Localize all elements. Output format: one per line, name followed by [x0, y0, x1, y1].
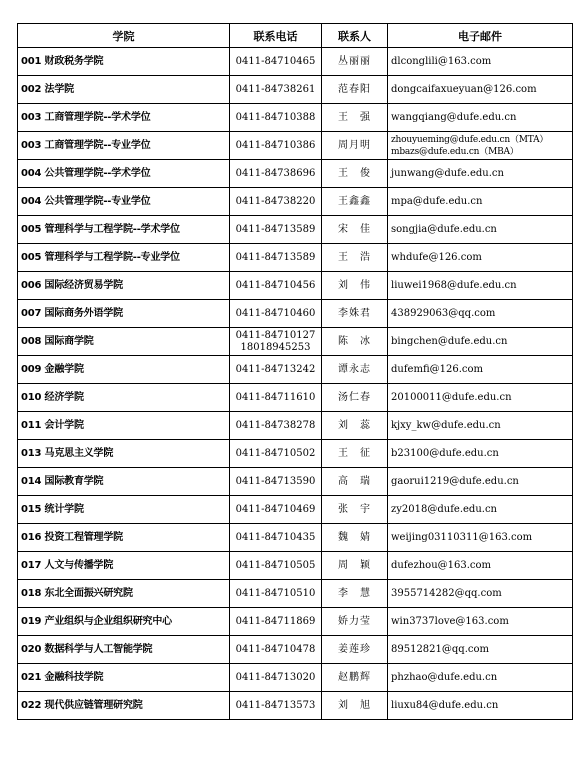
- college-name: 018 东北全面振兴研究院: [18, 580, 230, 608]
- email-cell: [388, 664, 573, 692]
- contact-person: 范春阳: [322, 76, 388, 104]
- college-name: 020 数据科学与人工智能学院: [18, 636, 230, 664]
- phone-number: 0411-84713242: [235, 363, 316, 375]
- phone-number: 0411-84713020: [235, 671, 316, 683]
- phone-number: 0411-84710127: [235, 329, 316, 341]
- phone-number: 0411-84710456: [235, 279, 316, 291]
- contact-person: 魏 婧: [322, 524, 388, 552]
- phone-number: 0411-84711610: [235, 391, 316, 403]
- table-row: [18, 468, 573, 496]
- table-row: [18, 356, 573, 384]
- email-cell: [388, 524, 573, 552]
- phone-cell: [230, 496, 322, 524]
- contact-person: 娇力莹: [322, 608, 388, 636]
- phone-cell: [230, 580, 322, 608]
- table-row: [18, 664, 573, 692]
- email-address[interactable]: whdufe@126.com: [391, 251, 482, 263]
- table-row: [18, 104, 573, 132]
- phone-cell: [230, 636, 322, 664]
- email-cell: [388, 132, 573, 160]
- phone-cell: [230, 132, 322, 160]
- header-email: 电子邮件: [388, 24, 573, 48]
- table-row: [18, 48, 573, 76]
- phone-number: 0411-84710460: [235, 307, 316, 319]
- college-name: 005 管理科学与工程学院--专业学位: [18, 244, 230, 272]
- email-cell: [388, 496, 573, 524]
- table-row: [18, 244, 573, 272]
- email-cell: [388, 692, 573, 720]
- email-address[interactable]: liuxu84@dufe.edu.cn: [391, 699, 499, 711]
- table-row: [18, 384, 573, 412]
- contact-person: 丛丽丽: [322, 48, 388, 76]
- contacts-table: [17, 23, 573, 720]
- college-name: 003 工商管理学院--专业学位: [18, 132, 230, 160]
- email-cell: [388, 608, 573, 636]
- table-header: [18, 24, 573, 48]
- contact-person: 王 俊: [322, 160, 388, 188]
- phone-number: 0411-84710465: [235, 55, 316, 67]
- email-cell: [388, 48, 573, 76]
- phone-cell: [230, 524, 322, 552]
- phone-number: 0411-84710435: [235, 531, 316, 543]
- phone-number: 0411-84710388: [235, 111, 316, 123]
- email-address[interactable]: mbazs@dufe.edu.cn（MBA）: [391, 146, 519, 157]
- phone-cell: [230, 272, 322, 300]
- header-college: 学院: [18, 24, 230, 48]
- college-name: 004 公共管理学院--学术学位: [18, 160, 230, 188]
- college-name: 005 管理科学与工程学院--学术学位: [18, 216, 230, 244]
- phone-cell: [230, 468, 322, 496]
- phone-cell: [230, 608, 322, 636]
- table-row: [18, 692, 573, 720]
- phone-cell: [230, 300, 322, 328]
- contact-person: 周月明: [322, 132, 388, 160]
- college-name: 002 法学院: [18, 76, 230, 104]
- college-name: 006 国际经济贸易学院: [18, 272, 230, 300]
- email-address[interactable]: 20100011@dufe.edu.cn: [391, 391, 512, 403]
- phone-cell: [230, 664, 322, 692]
- email-cell: [388, 328, 573, 356]
- college-name: 014 国际教育学院: [18, 468, 230, 496]
- header-row: [18, 24, 573, 48]
- table-row: [18, 440, 573, 468]
- college-name: 022 现代供应链管理研究院: [18, 692, 230, 720]
- contact-person: 李 慧: [322, 580, 388, 608]
- contact-person: 王 强: [322, 104, 388, 132]
- email-cell: [388, 580, 573, 608]
- email-cell: [388, 384, 573, 412]
- table-row: [18, 300, 573, 328]
- email-address[interactable]: junwang@dufe.edu.cn: [391, 167, 504, 179]
- header-phone: 联系电话: [230, 24, 322, 48]
- college-name: 009 金融学院: [18, 356, 230, 384]
- table-row: [18, 496, 573, 524]
- phone-cell: [230, 328, 322, 356]
- table-row: [18, 524, 573, 552]
- college-name: 019 产业组织与企业组织研究中心: [18, 608, 230, 636]
- phone-cell: [230, 384, 322, 412]
- table-body: [18, 48, 573, 720]
- email-cell: [388, 636, 573, 664]
- college-name: 008 国际商学院: [18, 328, 230, 356]
- college-name: 021 金融科技学院: [18, 664, 230, 692]
- contact-person: 李姝君: [322, 300, 388, 328]
- email-address[interactable]: phzhao@dufe.edu.cn: [391, 671, 498, 683]
- phone-number: 0411-84738278: [235, 419, 316, 431]
- contact-person: 汤仁春: [322, 384, 388, 412]
- contact-person: 刘 伟: [322, 272, 388, 300]
- contact-person: 张 宇: [322, 496, 388, 524]
- college-name: 016 投资工程管理学院: [18, 524, 230, 552]
- phone-number: 0411-84710505: [235, 559, 316, 571]
- email-cell: [388, 188, 573, 216]
- contact-person: 谭永志: [322, 356, 388, 384]
- phone-number: 0411-84710386: [235, 139, 316, 151]
- phone-cell: [230, 188, 322, 216]
- table-row: [18, 580, 573, 608]
- phone-cell: [230, 160, 322, 188]
- table-row: [18, 160, 573, 188]
- email-cell: [388, 356, 573, 384]
- college-name: 015 统计学院: [18, 496, 230, 524]
- phone-number: 0411-84710469: [235, 503, 316, 515]
- email-address[interactable]: gaorui1219@dufe.edu.cn: [391, 475, 519, 487]
- table-row: [18, 216, 573, 244]
- phone-cell: [230, 356, 322, 384]
- phone-number: 0411-84713589: [235, 251, 316, 263]
- email-address[interactable]: bingchen@dufe.edu.cn: [391, 335, 508, 347]
- phone-cell: [230, 216, 322, 244]
- contact-person: 刘 蕊: [322, 412, 388, 440]
- contact-person: 王 征: [322, 440, 388, 468]
- college-name: 010 经济学院: [18, 384, 230, 412]
- phone-number: 0411-84711869: [235, 615, 316, 627]
- contact-person: 王鑫鑫: [322, 188, 388, 216]
- contact-person: 陈 冰: [322, 328, 388, 356]
- email-address[interactable]: 89512821@qq.com: [391, 643, 489, 655]
- phone-number: 0411-84713573: [235, 699, 316, 711]
- college-name: 003 工商管理学院--学术学位: [18, 104, 230, 132]
- phone-number: 0411-84710510: [235, 587, 316, 599]
- email-cell: [388, 552, 573, 580]
- contact-person: 周 颖: [322, 552, 388, 580]
- contact-person: 高 瑞: [322, 468, 388, 496]
- table-row: [18, 412, 573, 440]
- contact-person: 刘 旭: [322, 692, 388, 720]
- table-row: [18, 552, 573, 580]
- phone-number: 0411-84710502: [235, 447, 316, 459]
- phone-number: 0411-84738261: [235, 83, 316, 95]
- email-cell: [388, 272, 573, 300]
- email-address[interactable]: win3737love@163.com: [391, 615, 509, 627]
- college-name: 004 公共管理学院--专业学位: [18, 188, 230, 216]
- college-name: 007 国际商务外语学院: [18, 300, 230, 328]
- phone-cell: [230, 76, 322, 104]
- phone-number: 0411-84738696: [235, 167, 316, 179]
- email-address[interactable]: dufezhou@163.com: [391, 559, 491, 571]
- contact-person: 姜莲珍: [322, 636, 388, 664]
- header-person: 联系人: [322, 24, 388, 48]
- email-address[interactable]: liuwei1968@dufe.edu.cn: [391, 279, 517, 291]
- college-name: 001 财政税务学院: [18, 48, 230, 76]
- email-address[interactable]: dufemfi@126.com: [391, 363, 483, 375]
- email-cell: [388, 216, 573, 244]
- contact-person: 赵鹏辉: [322, 664, 388, 692]
- email-cell: [388, 412, 573, 440]
- table-row: [18, 76, 573, 104]
- phone-number: 0411-84738220: [235, 195, 316, 207]
- email-cell: [388, 300, 573, 328]
- table-row: [18, 188, 573, 216]
- phone-cell: [230, 552, 322, 580]
- contact-person: 宋 佳: [322, 216, 388, 244]
- email-address[interactable]: weijing03110311@163.com: [391, 531, 533, 543]
- table-row: [18, 636, 573, 664]
- phone-cell: [230, 104, 322, 132]
- table-row: [18, 272, 573, 300]
- phone-number: 0411-84713590: [235, 475, 316, 487]
- email-cell: [388, 468, 573, 496]
- email-cell: [388, 440, 573, 468]
- college-name: 017 人文与传播学院: [18, 552, 230, 580]
- phone-number: 0411-84713589: [235, 223, 316, 235]
- email-address[interactable]: 438929063@qq.com: [391, 307, 496, 319]
- email-cell: [388, 244, 573, 272]
- table-row: [18, 132, 573, 160]
- email-address[interactable]: zhouyueming@dufe.edu.cn（MTA）: [391, 134, 549, 145]
- email-cell: [388, 160, 573, 188]
- email-address[interactable]: zy2018@dufe.edu.cn: [391, 503, 497, 515]
- email-address[interactable]: songjia@dufe.edu.cn: [391, 223, 497, 235]
- phone-cell: [230, 440, 322, 468]
- email-cell: [388, 104, 573, 132]
- college-name: 013 马克思主义学院: [18, 440, 230, 468]
- email-address[interactable]: wangqiang@dufe.edu.cn: [391, 111, 517, 123]
- email-address[interactable]: mpa@dufe.edu.cn: [391, 195, 483, 207]
- email-address[interactable]: dlconglili@163.com: [391, 55, 492, 67]
- email-cell: [388, 76, 573, 104]
- contact-person: 王 浩: [322, 244, 388, 272]
- phone-cell: [230, 412, 322, 440]
- phone-number: 0411-84710478: [235, 643, 316, 655]
- email-address[interactable]: kjxy_kw@dufe.edu.cn: [391, 419, 501, 431]
- email-address[interactable]: b23100@dufe.edu.cn: [391, 447, 499, 459]
- phone-cell: [230, 48, 322, 76]
- college-name: 011 会计学院: [18, 412, 230, 440]
- phone-cell: [230, 244, 322, 272]
- table-row: [18, 328, 573, 356]
- email-address[interactable]: dongcaifaxueyuan@126.com: [391, 83, 537, 95]
- table-row: [18, 608, 573, 636]
- phone-number: 18018945253: [240, 341, 311, 353]
- email-address[interactable]: 3955714282@qq.com: [391, 587, 502, 599]
- phone-cell: [230, 692, 322, 720]
